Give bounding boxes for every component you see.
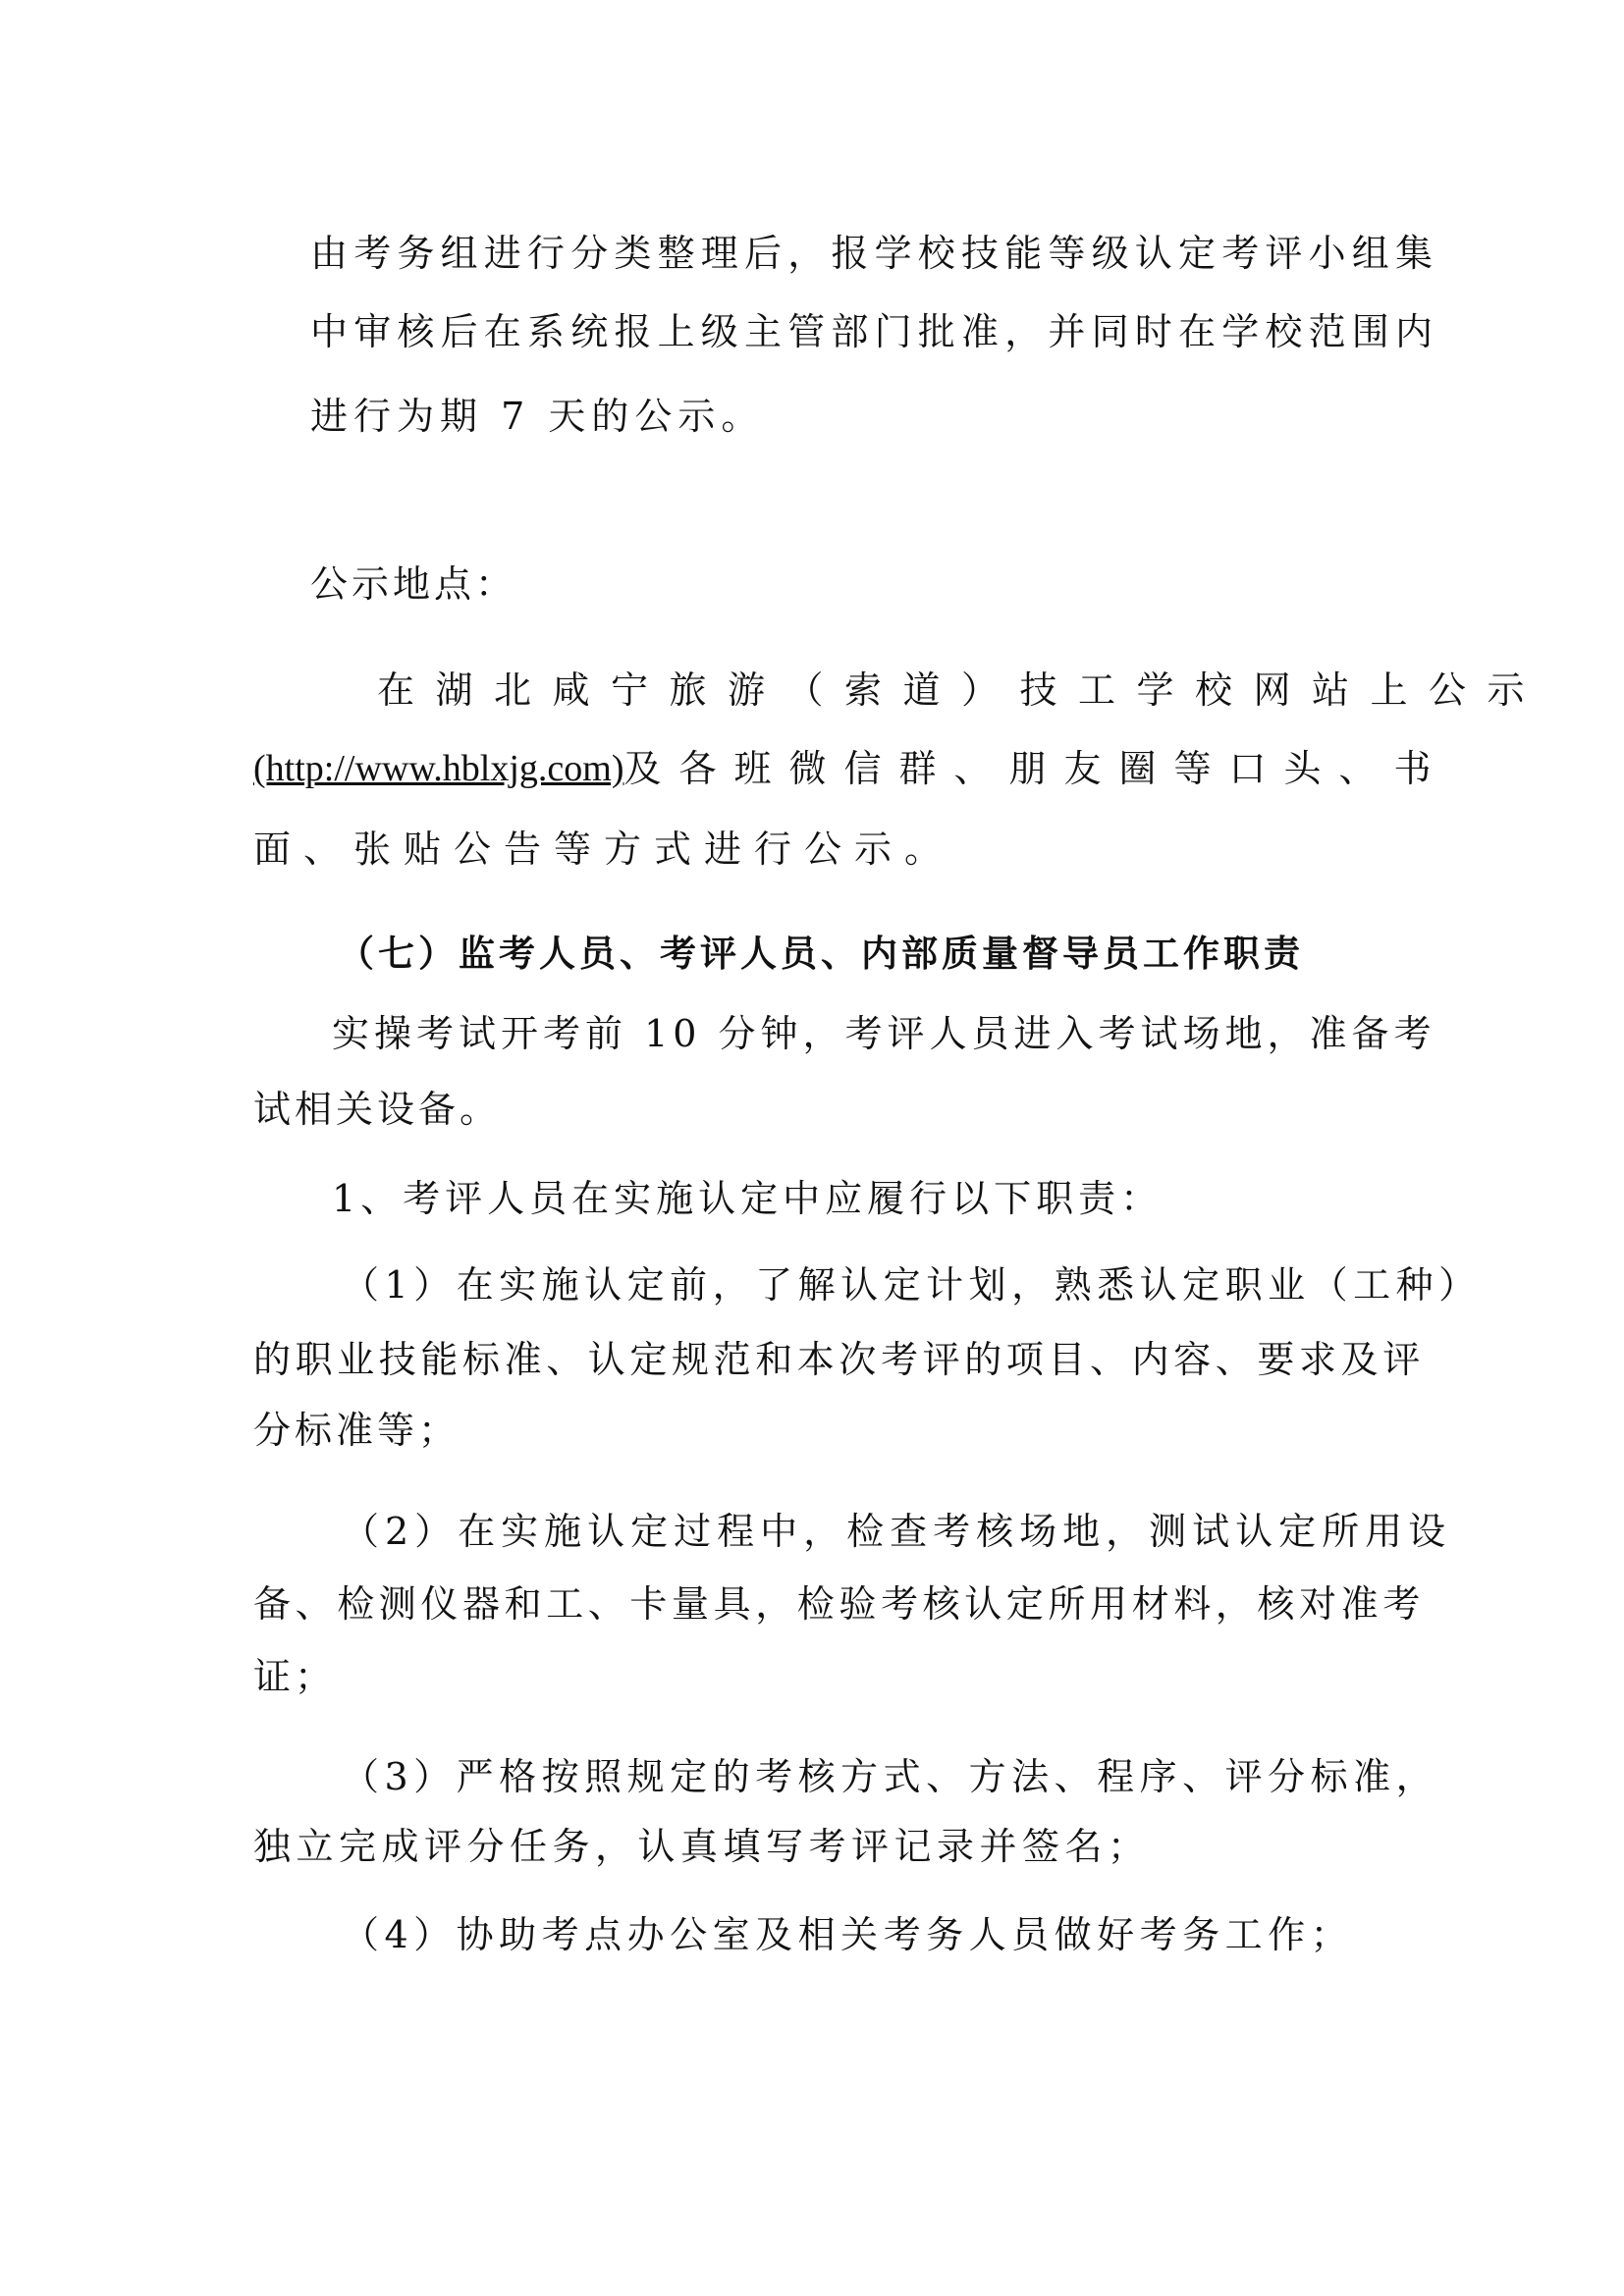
paragraph-line: （1）在实施认定前，了解认定计划，熟悉认定职业（工种）	[342, 1263, 1482, 1307]
paragraph-line: 实操考试开考前 10 分钟，考评人员进入考试场地，准备考	[332, 1012, 1436, 1055]
section-heading: （七）监考人员、考评人员、内部质量督导员工作职责	[338, 932, 1304, 975]
paragraph-line: 由考务组进行分类整理后，报学校技能等级认定考评小组集	[310, 232, 1439, 275]
paragraph-line: 中审核后在系统报上级主管部门批准，并同时在学校范围内	[310, 310, 1439, 353]
paragraph-line: 备、检测仪器和工、卡量具，检验考核认定所用材料，核对准考	[253, 1582, 1425, 1626]
website-link[interactable]: (http://www.hblxjg.com)	[253, 748, 624, 789]
paragraph-line	[253, 745, 1449, 792]
paragraph-line: 的职业技能标准、认定规范和本次考评的项目、内容、要求及评	[253, 1338, 1425, 1381]
paragraph-line: （2）在实施认定过程中，检查考核场地，测试认定所用设	[342, 1510, 1452, 1553]
paragraph-line: 1、考评人员在实施认定中应履行以下职责：	[332, 1177, 1164, 1220]
paragraph-line: 在湖北咸宁旅游（索道）技工学校网站上公示	[377, 668, 1546, 712]
paragraph-text: 及各班微信群、朋友圈等口头、书	[623, 747, 1449, 790]
paragraph-line: 面、张贴公告等方式进行公示。	[253, 828, 955, 871]
paragraph-line: 分标准等；	[253, 1409, 460, 1452]
paragraph-line: 试相关设备。	[253, 1088, 502, 1131]
paragraph-line: 公示地点：	[310, 562, 517, 606]
paragraph-line: （4）协助考点办公室及相关考务人员做好考务工作；	[342, 1913, 1354, 1956]
paragraph-line: （3）严格按照规定的考核方式、方法、程序、评分标准，	[342, 1755, 1439, 1798]
paragraph-line: 独立完成评分任务，认真填写考评记录并签名；	[253, 1825, 1151, 1868]
paragraph-line: 进行为期 7 天的公示。	[310, 395, 765, 438]
paragraph-line: 证；	[253, 1655, 337, 1698]
